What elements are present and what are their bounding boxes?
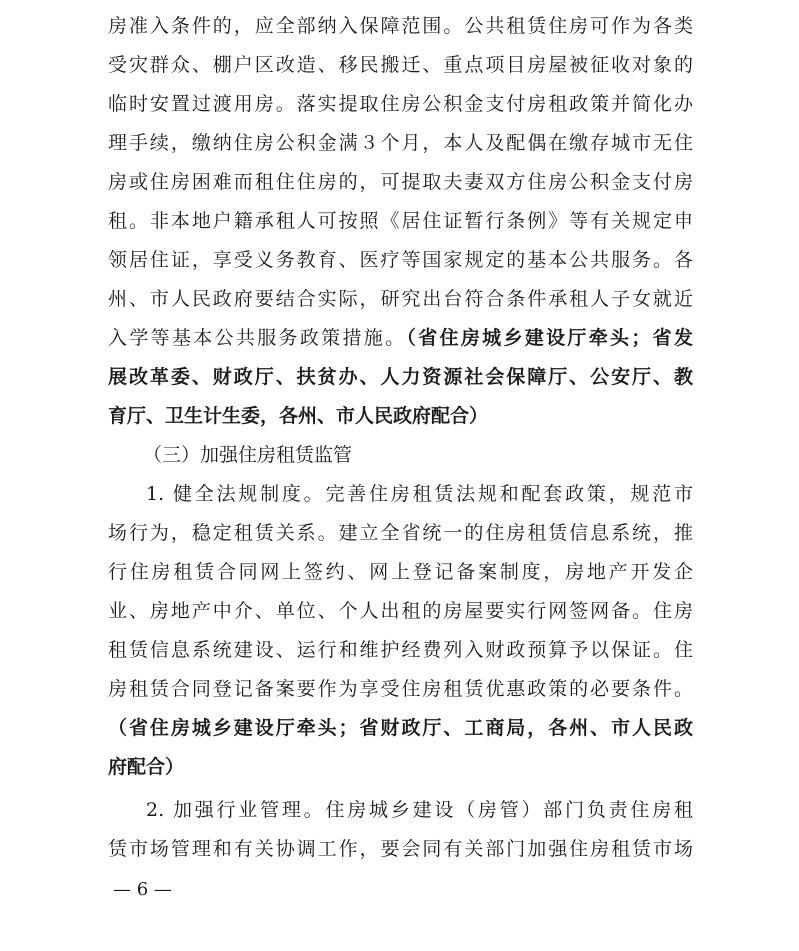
responsibility-note-1-start: （省住房城乡建设厅牵头；省发 xyxy=(406,327,693,349)
body-line-6: 租。非本地户籍承租人可按照《居住证暂行条例》等有关规定申 xyxy=(108,210,693,232)
responsibility-note-1-line-3: 育厅、卫生计生委，各州、市人民政府配合） xyxy=(108,405,489,427)
section-heading-3: （三）加强住房租赁监管 xyxy=(143,444,353,466)
body-line-5: 房或住房困难而租住住房的，可提取夫妻双方住房公积金支付房 xyxy=(108,171,693,193)
body-line-2: 受灾群众、棚户区改造、移民搬迁、重点项目房屋被征收对象的 xyxy=(108,54,693,76)
responsibility-note-2-line-1: （省住房城乡建设厅牵头；省财政厅、工商局，各州、市人民政 xyxy=(108,717,693,739)
item-1-line-3: 行住房租赁合同网上签约、网上登记备案制度，房地产开发企 xyxy=(108,561,693,583)
item-1-line-5: 租赁信息系统建设、运行和维护经费列入财政预算予以保证。住 xyxy=(108,639,693,661)
item-1-line-1: 1. 健全法规制度。完善住房租赁法规和配套政策，规范市 xyxy=(146,483,693,505)
body-line-4: 理手续，缴纳住房公积金满３个月，本人及配偶在缴存城市无住 xyxy=(108,132,693,154)
body-line-3: 临时安置过渡用房。落实提取住房公积金支付房租政策并简化办 xyxy=(108,93,693,115)
body-line-9 xyxy=(108,319,693,358)
responsibility-note-1-line-2: 展改革委、财政厅、扶贫办、人力资源社会保障厅、公安厅、教 xyxy=(108,366,693,388)
item-1-line-6: 房租赁合同登记备案要作为享受住房租赁优惠政策的必要条件。 xyxy=(108,678,693,700)
body-line-1: 房准入条件的，应全部纳入保障范围。公共租赁住房可作为各类 xyxy=(108,15,693,37)
item-2-line-1: 2. 加强行业管理。住房城乡建设（房管）部门负责住房租 xyxy=(146,799,693,821)
body-line-9-text: 入学等基本公共服务政策措施。 xyxy=(108,327,407,349)
item-1-line-4: 业、房地产中介、单位、个人出租的房屋要实行网签网备。住房 xyxy=(108,600,693,622)
item-2-line-2: 赁市场管理和有关协调工作，要会同有关部门加强住房租赁市场 xyxy=(108,838,693,860)
body-line-7: 领居住证，享受义务教育、医疗等国家规定的基本公共服务。各 xyxy=(108,249,693,271)
page-number: — 6 — xyxy=(113,879,172,900)
responsibility-note-2-line-2: 府配合） xyxy=(108,756,185,778)
item-1-line-2: 场行为，稳定租赁关系。建立全省统一的住房租赁信息系统，推 xyxy=(108,522,693,544)
body-line-8: 州、市人民政府要结合实际，研究出台符合条件承租人子女就近 xyxy=(108,288,693,310)
